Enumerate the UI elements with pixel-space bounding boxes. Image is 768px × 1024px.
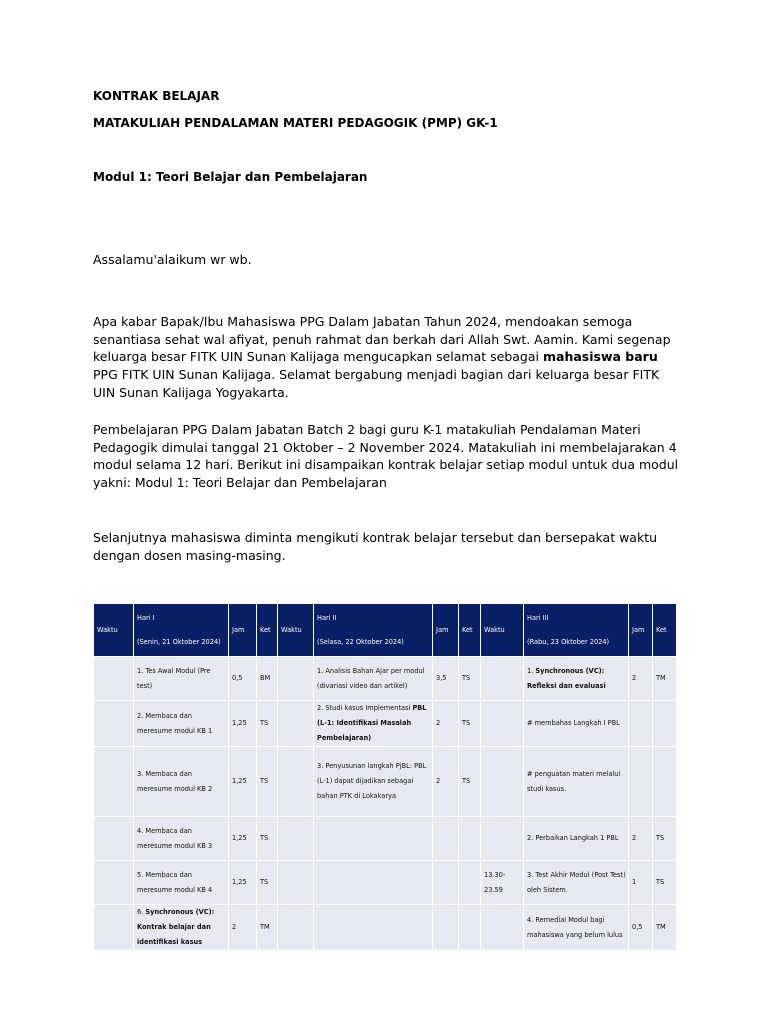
table-cell — [314, 861, 433, 905]
module-title: Modul 1: Teori Belajar dan Pembelajaran — [93, 170, 368, 184]
table-cell — [481, 905, 524, 951]
table-cell — [481, 657, 524, 701]
table-cell: 1,25 — [229, 817, 257, 861]
course-title: MATAKULIAH PENDALAMAN MATERI PEDAGOGIK (PMP) GK-1 — [93, 116, 498, 130]
document-title: KONTRAK BELAJAR — [93, 89, 220, 103]
table-header-row — [94, 604, 677, 657]
greeting: Assalamu'alaikum wr wb. — [93, 252, 252, 267]
table-row — [94, 701, 677, 747]
table-cell: 2 — [229, 905, 257, 951]
header-jam-2: Jam — [433, 604, 459, 657]
table-cell: TM — [653, 657, 677, 701]
table-cell: TS — [653, 817, 677, 861]
table-cell: 1,25 — [229, 861, 257, 905]
table-cell — [94, 817, 134, 861]
table-cell — [481, 701, 524, 747]
table-row — [94, 817, 677, 861]
table-cell — [278, 701, 314, 747]
intro-paragraph: Apa kabar Bapak/Ibu Mahasiswa PPG Dalam Jabatan Tahun 2024, mendoakan semoga senantiasa sehat wal afiyat, penuh rahmat dan berkah dari Allah Swt. Aamin. Kami segenap keluarga besar FITK UIN Sunan Kalijaga mengucapkan selamat sebagai mahasiswa baru PPG FITK UIN Sunan Kalijaga. Selamat bergabung menjadi bagian dari keluarga besar FITK UIN Sunan Kalijaga Yogyakarta. — [93, 314, 671, 400]
table-cell: 2. Studi kasus Implementasi PBL (L-1: Identifikasi Masalah Pembelajaran) — [314, 701, 433, 747]
table-cell: 4. Membaca dan meresume modul KB 3 — [134, 817, 229, 861]
table-cell: 1. Tes Awal Modul (Pre test) — [134, 657, 229, 701]
schedule-paragraph: Pembelajaran PPG Dalam Jabatan Batch 2 bagi guru K-1 matakuliah Pendalaman Materi Pedagogik dimulai tanggal 21 Oktober – 2 November 2024. Matakuliah ini membelajarakan 4 modul selama 12 hari. Berikut ini disampaikan kontrak belajar setiap modul untuk dua modul yakni: Modul 1: Teori Belajar dan Pembelajaran — [93, 422, 679, 491]
table-cell — [94, 861, 134, 905]
table-cell: 2. Perbaikan Langkah 1 PBL — [524, 817, 629, 861]
table-cell — [278, 747, 314, 817]
table-cell — [459, 905, 481, 951]
table-cell — [481, 817, 524, 861]
table-cell: TS — [257, 861, 278, 905]
table-cell: 0,5 — [629, 905, 653, 951]
table-row — [94, 905, 677, 951]
instruction-paragraph: Selanjutnya mahasiswa diminta mengikuti kontrak belajar tersebut dan bersepakat waktu dengan dosen masing-masing. — [93, 530, 658, 563]
table-cell — [94, 905, 134, 951]
table-row — [94, 861, 677, 905]
header-day2: Hari II (Selasa, 22 Oktober 2024) — [314, 604, 433, 657]
table-cell: 6. Synchronous (VC): Kontrak belajar dan identifikasi kasus — [134, 905, 229, 951]
schedule-table — [93, 603, 677, 951]
table-cell: 2. Membaca dan meresume modul KB 1 — [134, 701, 229, 747]
header-ket-3: Ket — [653, 604, 677, 657]
table-cell: 13.30-23.59 — [481, 861, 524, 905]
table-cell — [94, 701, 134, 747]
header-day1: Hari I (Senin, 21 Oktober 2024) — [134, 604, 229, 657]
header-waktu-1: Waktu — [94, 604, 134, 657]
table-cell: TS — [257, 817, 278, 861]
table-cell: 3,5 — [433, 657, 459, 701]
table-cell: TS — [459, 747, 481, 817]
bold-emphasis: mahasiswa baru — [542, 349, 658, 365]
table-cell — [278, 817, 314, 861]
table-cell — [653, 701, 677, 747]
table-cell: BM — [257, 657, 278, 701]
table-cell — [629, 701, 653, 747]
table-cell: 1,25 — [229, 701, 257, 747]
table-cell: TS — [653, 861, 677, 905]
table-cell — [314, 817, 433, 861]
table-cell — [278, 861, 314, 905]
table-cell — [433, 905, 459, 951]
table-cell: 1 — [629, 861, 653, 905]
table-cell: 1. Synchronous (VC): Refleksi dan evaluasi — [524, 657, 629, 701]
table-cell — [653, 747, 677, 817]
table-cell — [459, 817, 481, 861]
table-cell — [278, 905, 314, 951]
table-cell — [433, 861, 459, 905]
header-waktu-3: Waktu — [481, 604, 524, 657]
table-cell: TS — [459, 701, 481, 747]
header-ket-1: Ket — [257, 604, 278, 657]
table-cell: 1. Analisis Bahan Ajar per modul (divariasi video dan artikel) — [314, 657, 433, 701]
header-day3: Hari III (Rabu, 23 Oktober 2024) — [524, 604, 629, 657]
table-cell — [94, 747, 134, 817]
header-waktu-2: Waktu — [278, 604, 314, 657]
table-cell — [94, 657, 134, 701]
table-row — [94, 657, 677, 701]
table-cell: # membahas Langkah I PBL — [524, 701, 629, 747]
table-cell: TS — [459, 657, 481, 701]
table-cell: 2 — [433, 701, 459, 747]
table-cell — [433, 817, 459, 861]
table-cell: 2 — [629, 817, 653, 861]
table-cell: 2 — [629, 657, 653, 701]
table-row — [94, 747, 677, 817]
table-cell: 4. Remedial Modul bagi mahasiswa yang belum lulus — [524, 905, 629, 951]
table-cell: TS — [257, 701, 278, 747]
table-cell: TS — [257, 747, 278, 817]
table-cell: 2 — [433, 747, 459, 817]
table-cell — [629, 747, 653, 817]
table-cell — [481, 747, 524, 817]
table-cell: 3. Penyusunan langkah PjBL: PBL (L-1) dapat dijadikan sebagai bahan PTK di Lokakarya — [314, 747, 433, 817]
header-jam-1: Jam — [229, 604, 257, 657]
table-cell: 0,5 — [229, 657, 257, 701]
table-cell — [278, 657, 314, 701]
table-cell — [459, 861, 481, 905]
table-cell: TM — [257, 905, 278, 951]
table-cell: 1,25 — [229, 747, 257, 817]
table-cell — [314, 905, 433, 951]
table-cell: 3. Test Akhir Modul (Post Test) oleh Sistem. — [524, 861, 629, 905]
table-cell: # penguatan materi melalui studi kasus. — [524, 747, 629, 817]
header-jam-3: Jam — [629, 604, 653, 657]
table-cell: TM — [653, 905, 677, 951]
header-ket-2: Ket — [459, 604, 481, 657]
table-cell: 5. Membaca dan meresume modul KB 4 — [134, 861, 229, 905]
table-cell: 3. Membaca dan meresume modul KB 2 — [134, 747, 229, 817]
